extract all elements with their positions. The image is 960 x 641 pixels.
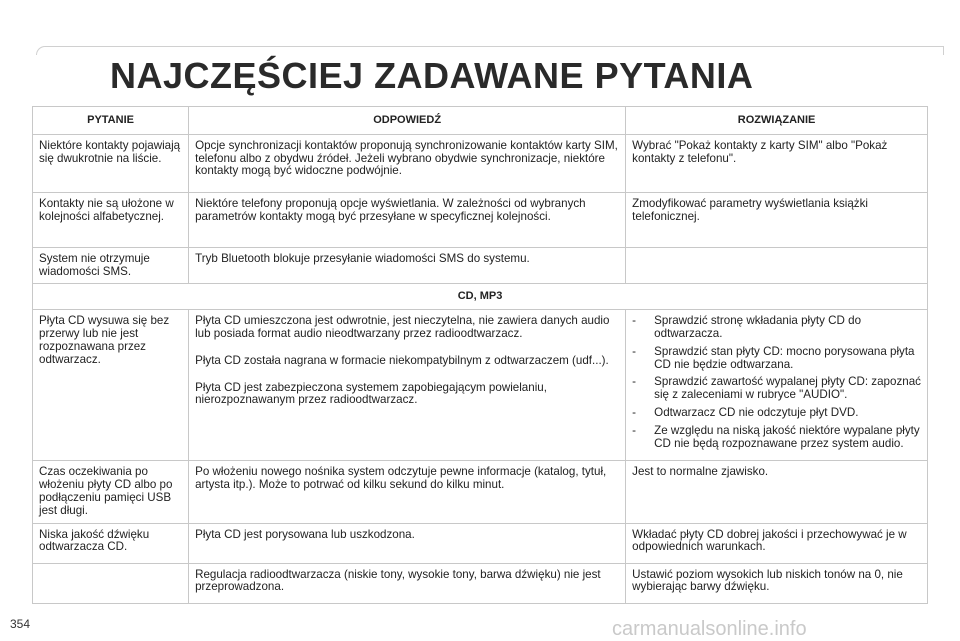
solution-text: Sprawdzić stan płyty CD: mocno porysowana płyta CD nie będzie odtwarzana. <box>654 344 915 371</box>
list-item <box>632 407 921 420</box>
table-row <box>33 134 928 192</box>
list-item <box>632 315 921 341</box>
question-cell: Niektóre kontakty pojawiają się dwukrotnie na liście. <box>33 134 189 192</box>
table-row <box>33 247 928 284</box>
header-question: PYTANIE <box>33 107 189 135</box>
dash-bullet: - <box>632 344 637 358</box>
watermark: carmanualsonline.info <box>612 618 807 640</box>
answer-cell: Płyta CD jest porysowana lub uszkodzona. <box>189 523 626 563</box>
answer-cell: Niektóre telefony proponują opcje wyświetlania. W zależności od wybranych parametrów kontakty mogą być przesyłane w specyficznej kolejności. <box>189 192 626 247</box>
table-row <box>33 461 928 523</box>
faq-table <box>32 106 928 604</box>
header-row <box>33 107 928 135</box>
solution-text: Sprawdzić stronę wkładania płyty CD do odtwarzacza. <box>654 314 862 340</box>
question-cell: Płyta CD wysuwa się bez przerwy lub nie jest rozpoznawana przez odtwarzacz. <box>33 310 189 461</box>
section-heading-cd: CD, MP3 <box>33 284 928 310</box>
solution-cell: Wkładać płyty CD dobrej jakości i przechowywać je w odpowiednich warunkach. <box>626 523 928 563</box>
header-answer: ODPOWIEDŹ <box>189 107 626 135</box>
solution-text: Sprawdzić zawartość wypalanej płyty CD: zapoznać się z zaleceniami w rubryce "AUDIO". <box>654 375 921 402</box>
dash-bullet: - <box>632 423 637 437</box>
solution-text: Ze względu na niską jakość niektóre wypalane płyty CD nie będą rozpoznawane przez system audio. <box>654 423 920 450</box>
solution-cell: Jest to normalne zjawisko. <box>626 461 928 523</box>
solution-cell <box>626 247 928 284</box>
dash-bullet: - <box>632 375 637 389</box>
list-item <box>632 425 921 451</box>
answer-cell: Po włożeniu nowego nośnika system odczytuje pewne informacje (katalog, tytuł, artysta itp.). Może to potrwać od kilku sekund do kilku minut. <box>189 461 626 523</box>
solution-cell <box>626 310 928 461</box>
list-item <box>632 346 921 372</box>
answer-cell <box>189 310 626 461</box>
dash-bullet: - <box>632 405 637 419</box>
solution-cell: Wybrać "Pokaż kontakty z karty SIM" albo "Pokaż kontakty z telefonu". <box>626 134 928 192</box>
question-cell: Kontakty nie są ułożone w kolejności alfabetycznej. <box>33 192 189 247</box>
page-title: NAJCZĘŚCIEJ ZADAWANE PYTANIA <box>110 55 754 96</box>
solution-cell: Ustawić poziom wysokich lub niskich tonów na 0, nie wybierając barwy dźwięku. <box>626 563 928 603</box>
question-cell: Czas oczekiwania po włożeniu płyty CD albo po podłączeniu pamięci USB jest długi. <box>33 461 189 523</box>
answer-cell: Tryb Bluetooth blokuje przesyłanie wiadomości SMS do systemu. <box>189 247 626 284</box>
table-row <box>33 192 928 247</box>
table-row <box>33 310 928 461</box>
section-row <box>33 284 928 310</box>
header-solution: ROZWIĄZANIE <box>626 107 928 135</box>
list-item <box>632 376 921 402</box>
answer-cell: Opcje synchronizacji kontaktów proponują synchronizowanie kontaktów karty SIM, telefonu albo z obydwu źródeł. Jeżeli wybrano obydwie synchronizacje, niektóre kontakty mogą być widoczne podwójnie. <box>189 134 626 192</box>
answer-paragraph: Płyta CD jest zabezpieczona systemem zapobiegającym powielaniu, nierozpoznawanym przez radioodtwarzacz. <box>195 380 547 407</box>
solution-cell: Zmodyfikować parametry wyświetlania książki telefonicznej. <box>626 192 928 247</box>
answer-cell: Regulacja radioodtwarzacza (niskie tony, wysokie tony, barwa dźwięku) nie jest przeprowadzona. <box>189 563 626 603</box>
question-cell <box>33 563 189 603</box>
question-cell: System nie otrzymuje wiadomości SMS. <box>33 247 189 284</box>
page-number: 354 <box>10 617 31 631</box>
dash-bullet: - <box>632 314 637 328</box>
solution-list <box>632 315 921 450</box>
answer-paragraph: Płyta CD umieszczona jest odwrotnie, jest nieczytelna, nie zawiera danych audio lub posiada format audio nieodtwarzany przez radioodtwarzacz. <box>195 314 610 340</box>
answer-paragraph: Płyta CD została nagrana w formacie niekompatybilnym z odtwarzaczem (udf...). <box>195 353 609 367</box>
table-row <box>33 563 928 603</box>
table-row <box>33 523 928 563</box>
question-cell: Niska jakość dźwięku odtwarzacza CD. <box>33 523 189 563</box>
solution-text: Odtwarzacz CD nie odczytuje płyt DVD. <box>654 405 859 419</box>
